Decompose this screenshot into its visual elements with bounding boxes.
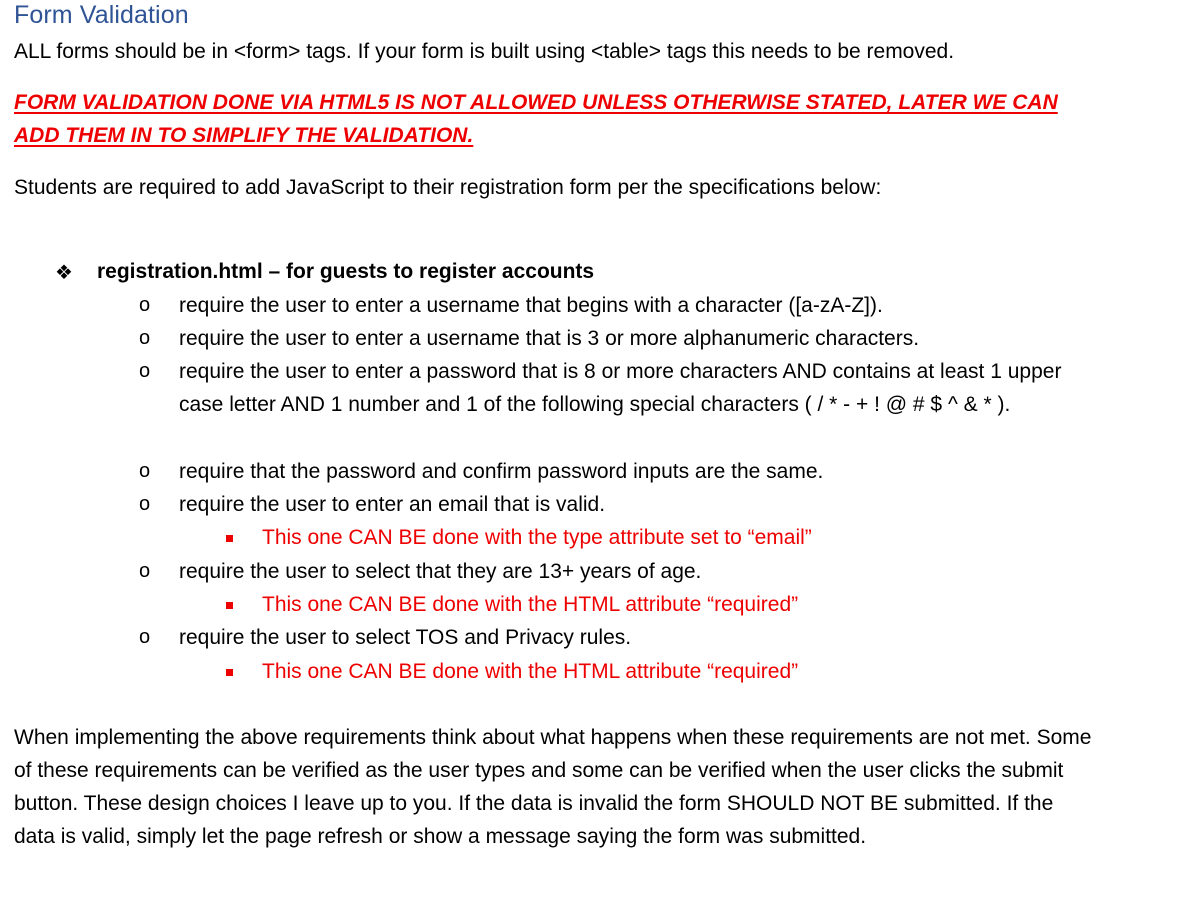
diamond-bullet-icon: ❖	[55, 262, 73, 284]
circle-bullet-icon: o	[139, 626, 151, 648]
circle-bullet-icon: o	[139, 327, 151, 349]
circle-bullet-icon: o	[139, 360, 151, 382]
requirement-text: require the user to enter an email that is valid.	[179, 493, 606, 516]
requirement-text: require that the password and confirm password inputs are the same.	[179, 460, 824, 483]
students-text: Students are required to add JavaScript to their registration form per the specifications below:	[14, 176, 882, 199]
closing-paragraph: When implementing the above requirements think about what happens when these requirements are not met. Some of these requirements can be verified as the user types and some can be verified when the user clicks the submit button. These design choices I leave up to you. If the data is invalid the form SHOULD NOT BE submitted. If the data is valid, simply let the page refresh or show a message saying the form was submitted.	[14, 726, 1092, 848]
requirement-text: require the user to enter a password that is 8 or more characters AND contains at least 1 upper case letter AND 1 number and 1 of the following special characters ( / * - + ! @ # $ ^ & * ).	[179, 360, 1062, 416]
square-bullet-icon	[226, 535, 233, 542]
note-text: This one CAN BE done with the HTML attribute “required”	[262, 593, 799, 616]
circle-bullet-icon: o	[139, 460, 151, 482]
requirement-text: require the user to enter a username that begins with a character ([a-zA-Z]).	[179, 294, 883, 317]
square-bullet-icon	[226, 669, 233, 676]
note-text: This one CAN BE done with the HTML attribute “required”	[262, 660, 799, 683]
square-bullet-icon	[226, 602, 233, 609]
circle-bullet-icon: o	[139, 493, 151, 515]
requirement-text: require the user to select TOS and Privacy rules.	[179, 626, 632, 649]
note-text: This one CAN BE done with the type attribute set to “email”	[262, 526, 812, 549]
circle-bullet-icon: o	[139, 560, 151, 582]
requirement-text: require the user to select that they are 13+ years of age.	[179, 560, 702, 583]
page-title: Form Validation	[14, 1, 189, 29]
circle-bullet-icon: o	[139, 294, 151, 316]
intro-text: ALL forms should be in <form> tags. If your form is built using <table> tags this needs to be removed.	[14, 40, 955, 63]
registration-item-label: registration.html – for guests to register accounts	[97, 260, 595, 283]
requirement-text: require the user to enter a username that is 3 or more alphanumeric characters.	[179, 327, 920, 350]
warning-text: FORM VALIDATION DONE VIA HTML5 IS NOT ALLOWED UNLESS OTHERWISE STATED, LATER WE CAN ADD THEM IN TO SIMPLIFY THE VALIDATION.	[14, 91, 1058, 147]
